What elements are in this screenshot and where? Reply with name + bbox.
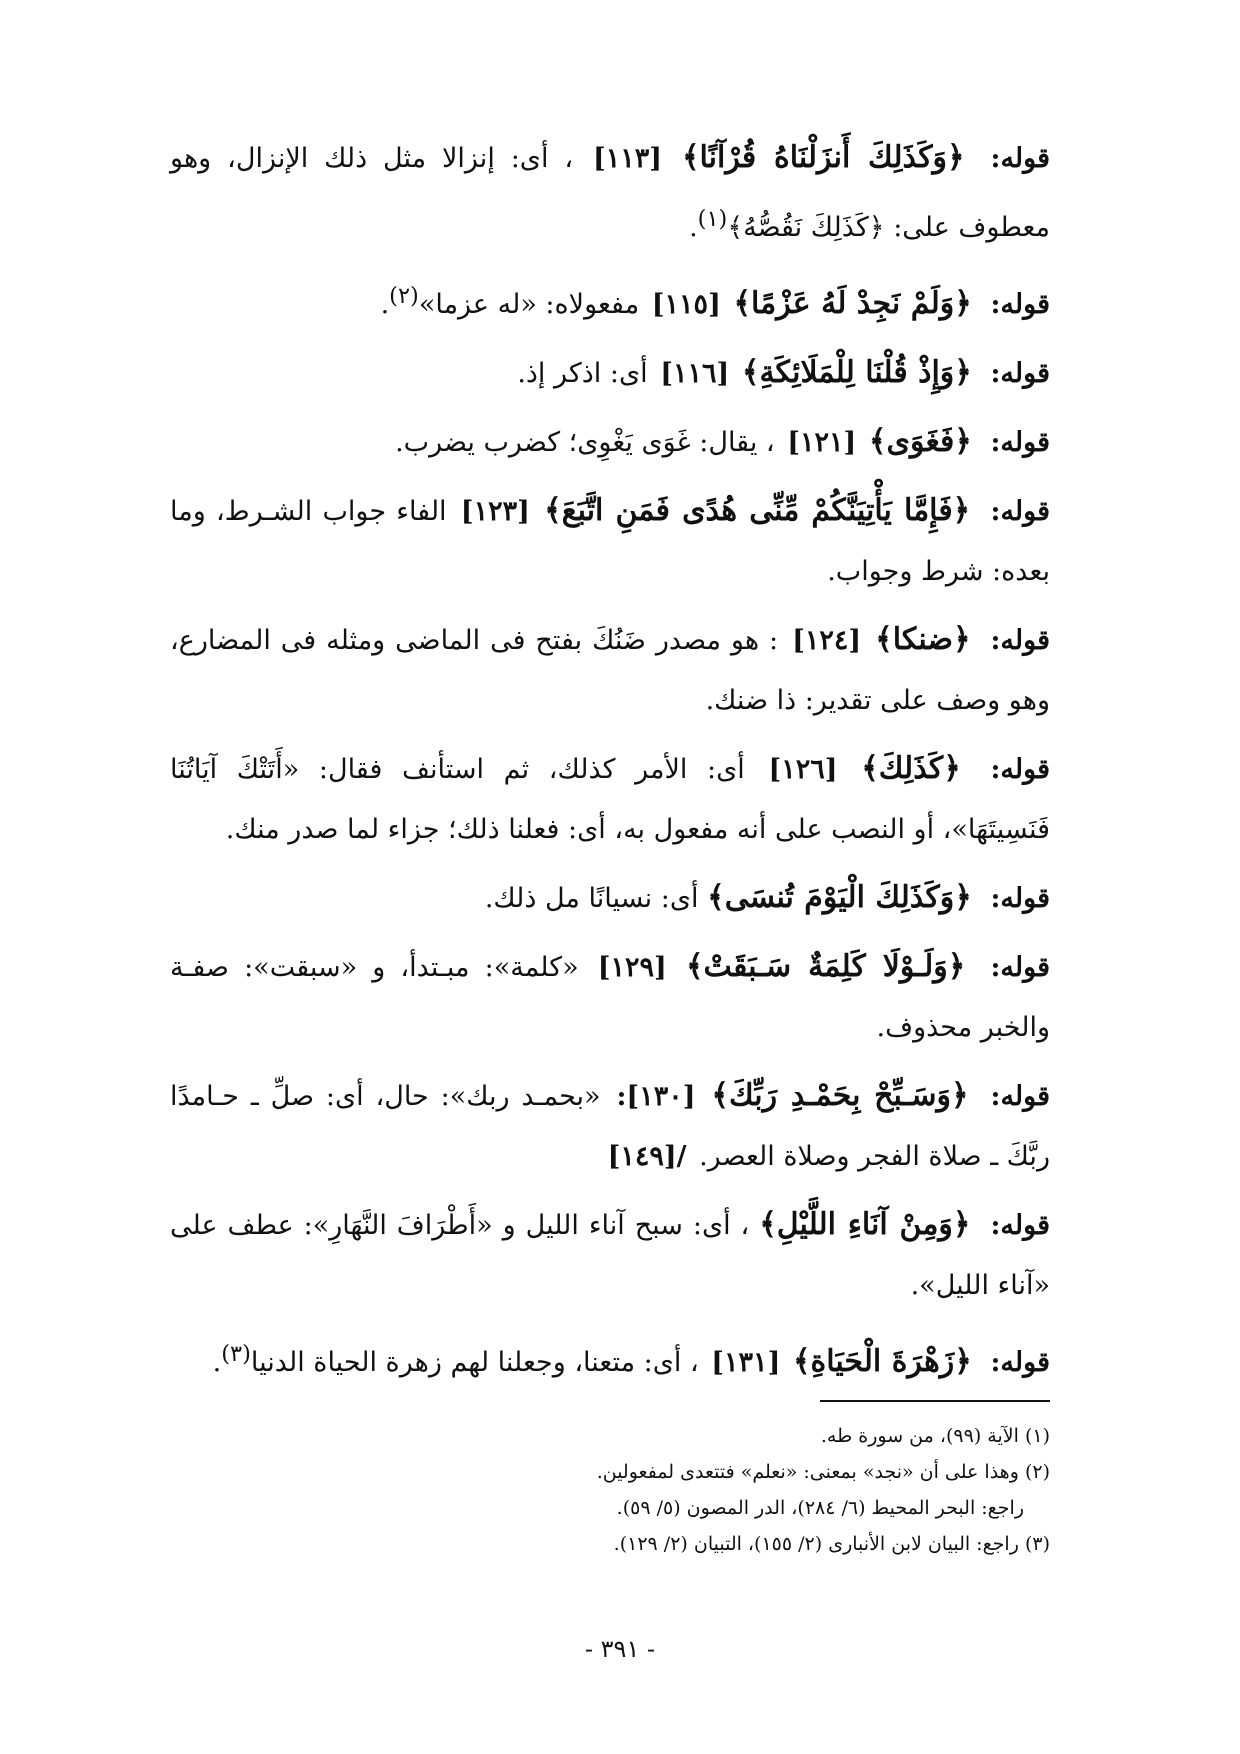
quran-quote: ﴿ضنكا﴾ xyxy=(875,622,971,657)
verse-number: [١٣٠]: xyxy=(616,1081,696,1112)
verse-number: [١١٥] xyxy=(651,289,721,320)
entry-text: أى: نسيانًا مل ذلك. xyxy=(484,883,699,914)
footnote-divider xyxy=(820,1400,1050,1402)
entry-label: قوله: xyxy=(990,1210,1050,1241)
footnote-text: راجع: البحر المحيط (٦/ ٢٨٤)، الدر المصون (٥/ ٥٩). xyxy=(616,1497,1024,1519)
page-number: - ٣٩١ - xyxy=(584,1635,656,1663)
verse-number: [١١٦] xyxy=(660,358,730,389)
entry-paragraph xyxy=(170,481,1050,602)
entry-label: قوله: xyxy=(990,1347,1050,1378)
verse-number: [١٢١] xyxy=(787,427,857,458)
footnote-text: الآية (٩٩)، من سورة طه. xyxy=(820,1425,1019,1447)
verse-number: [١١٣] xyxy=(592,143,663,174)
footnote-number: (٣) xyxy=(1024,1533,1050,1555)
quran-quote: ﴿وَإِذْ قُلْنَا لِلْمَلَائِكَةِ﴾ xyxy=(741,355,972,390)
entry-paragraph xyxy=(170,868,1050,929)
footnote-text: راجع: البيان لابن الأنبارى (٢/ ١٥٥)، التبيان (٢/ ١٢٩). xyxy=(613,1533,1019,1555)
entry-end: . xyxy=(212,1347,222,1378)
entry-paragraph xyxy=(170,1066,1050,1187)
quran-quote: ﴿وَلَـوْلَا كَلِمَةٌ سَـبَقَتْ﴾ xyxy=(685,949,966,984)
footnote xyxy=(170,1490,1024,1526)
entry-text: ، أى: سبح آناء الليل و «أَطْرَافَ النَّهَارِ»: عطف على «آناء الليل». xyxy=(170,1210,1050,1301)
entry-label: قوله: xyxy=(990,143,1051,174)
verse-number: [١٢٤] xyxy=(792,625,862,656)
entry-label: قوله: xyxy=(990,625,1050,656)
entry-text: أى: اذكر إذ. xyxy=(517,358,648,389)
entry-paragraph xyxy=(170,412,1050,473)
verse-number: [١٢٣] xyxy=(460,496,530,527)
quran-quote: ﴿فَغَوَى﴾ xyxy=(868,424,972,459)
footnotes-section xyxy=(170,1400,1050,1562)
verse-number: [١٣١] xyxy=(711,1347,781,1378)
entry-label: قوله: xyxy=(990,754,1050,785)
entry-end: . xyxy=(689,212,698,243)
entry-text: ، أى: إنزالا مثل ذلك الإنزال، وهو معطوف على: ﴿كَذَلِكَ نَقُصُّهُ﴾ xyxy=(170,143,1050,243)
entry-paragraph xyxy=(170,739,1050,860)
entry-end: . xyxy=(380,289,390,320)
entry-paragraph xyxy=(170,343,1050,404)
quran-quote: ﴿وَمِنْ آنَاءِ اللَّيْلِ﴾ xyxy=(759,1207,971,1242)
entry-text: أى: الأمر كذلك، ثم استأنف فقال: «أَتَتْكَ آيَاتُنَا فَنَسِيتَهَا»، أو النصب على أنه مفعول به، أى: فعلنا ذلك؛ جزاء لما صدر منك. xyxy=(170,754,1050,845)
quran-quote: ﴿وَكَذَلِكَ أَنزَلْنَاهُ قُرْآنًا﴾ xyxy=(681,140,965,175)
entry-label: قوله: xyxy=(990,358,1050,389)
footnote-marker: (٢) xyxy=(389,283,419,309)
quran-quote: ﴿زَهْرَةَ الْحَيَاةِ﴾ xyxy=(792,1344,972,1379)
entry-text: «بحمـد ربك»: حال، أى: صلِّ ـ حـامدًا ربَّكَ ـ صلاة الفجر وصلاة العصر. xyxy=(170,1081,1050,1172)
entry-paragraph xyxy=(170,610,1050,731)
entry-text: «كلمة»: مبـتدأ، و «سبقت»: صفـة والخبر محذوف. xyxy=(170,952,1050,1043)
footnote-number: (٢) xyxy=(1024,1461,1050,1483)
footnote xyxy=(170,1454,1050,1490)
entry-label: قوله: xyxy=(990,883,1050,914)
footnote-text: وهذا على أن «نجد» بمعنى: «نعلم» فتتعدى لمفعولين. xyxy=(596,1461,1019,1483)
entry-label: قوله: xyxy=(990,289,1050,320)
entry-label: قوله: xyxy=(990,952,1050,983)
footnote xyxy=(170,1526,1050,1562)
entry-label: قوله: xyxy=(990,427,1050,458)
quran-quote: ﴿وَسَـبِّحْ بِحَمْـدِ رَبِّكَ﴾ xyxy=(711,1078,969,1113)
entry-paragraph xyxy=(170,266,1050,335)
footnote-number: (١) xyxy=(1024,1425,1050,1447)
quran-quote: ﴿فَإِمَّا يَأْتِيَنَّكُمْ مِّنِّى هُدًى فَمَنِ اتَّبَعَ﴾ xyxy=(544,493,971,528)
entry-text: : هو مصدر ضَنُكَ بفتح فى الماضى ومثله فى المضارع، وهو وصف على تقدير: ذا ضنك. xyxy=(170,625,1050,716)
margin-reference: /[١٤٩] xyxy=(607,1141,687,1172)
entry-paragraph xyxy=(170,937,1050,1058)
quran-quote: ﴿كَذَلِكَ﴾ xyxy=(861,751,961,786)
entry-paragraph xyxy=(170,1195,1050,1316)
main-text xyxy=(170,128,1050,1401)
entry-text: مفعولاه: «له عزما» xyxy=(418,289,640,320)
footnote-marker: (٣) xyxy=(221,1341,251,1367)
verse-number: [١٢٦] xyxy=(768,754,838,785)
entry-paragraph xyxy=(170,1324,1050,1393)
quran-quote: ﴿وَكَذَلِكَ الْيَوْمَ تُنسَى﴾ xyxy=(707,880,972,915)
entry-label: قوله: xyxy=(990,1081,1051,1112)
entry-text: ، يقال: غَوَى يَغْوِى؛ كضرب يضرب. xyxy=(395,427,775,458)
entry-paragraph xyxy=(170,128,1050,258)
entry-text: الفاء جواب الشـرط، وما بعده: شرط وجواب. xyxy=(170,496,1050,587)
entry-text: ، أى: متعنا، وجعلنا لهم زهرة الحياة الدنيا xyxy=(250,1347,699,1378)
verse-number: [١٢٩] xyxy=(597,952,667,983)
entry-label: قوله: xyxy=(990,496,1051,527)
footnote-marker: (١) xyxy=(697,206,728,232)
footnote xyxy=(170,1418,1050,1454)
quran-quote: ﴿وَلَمْ نَجِدْ لَهُ عَزْمًا﴾ xyxy=(733,286,972,321)
